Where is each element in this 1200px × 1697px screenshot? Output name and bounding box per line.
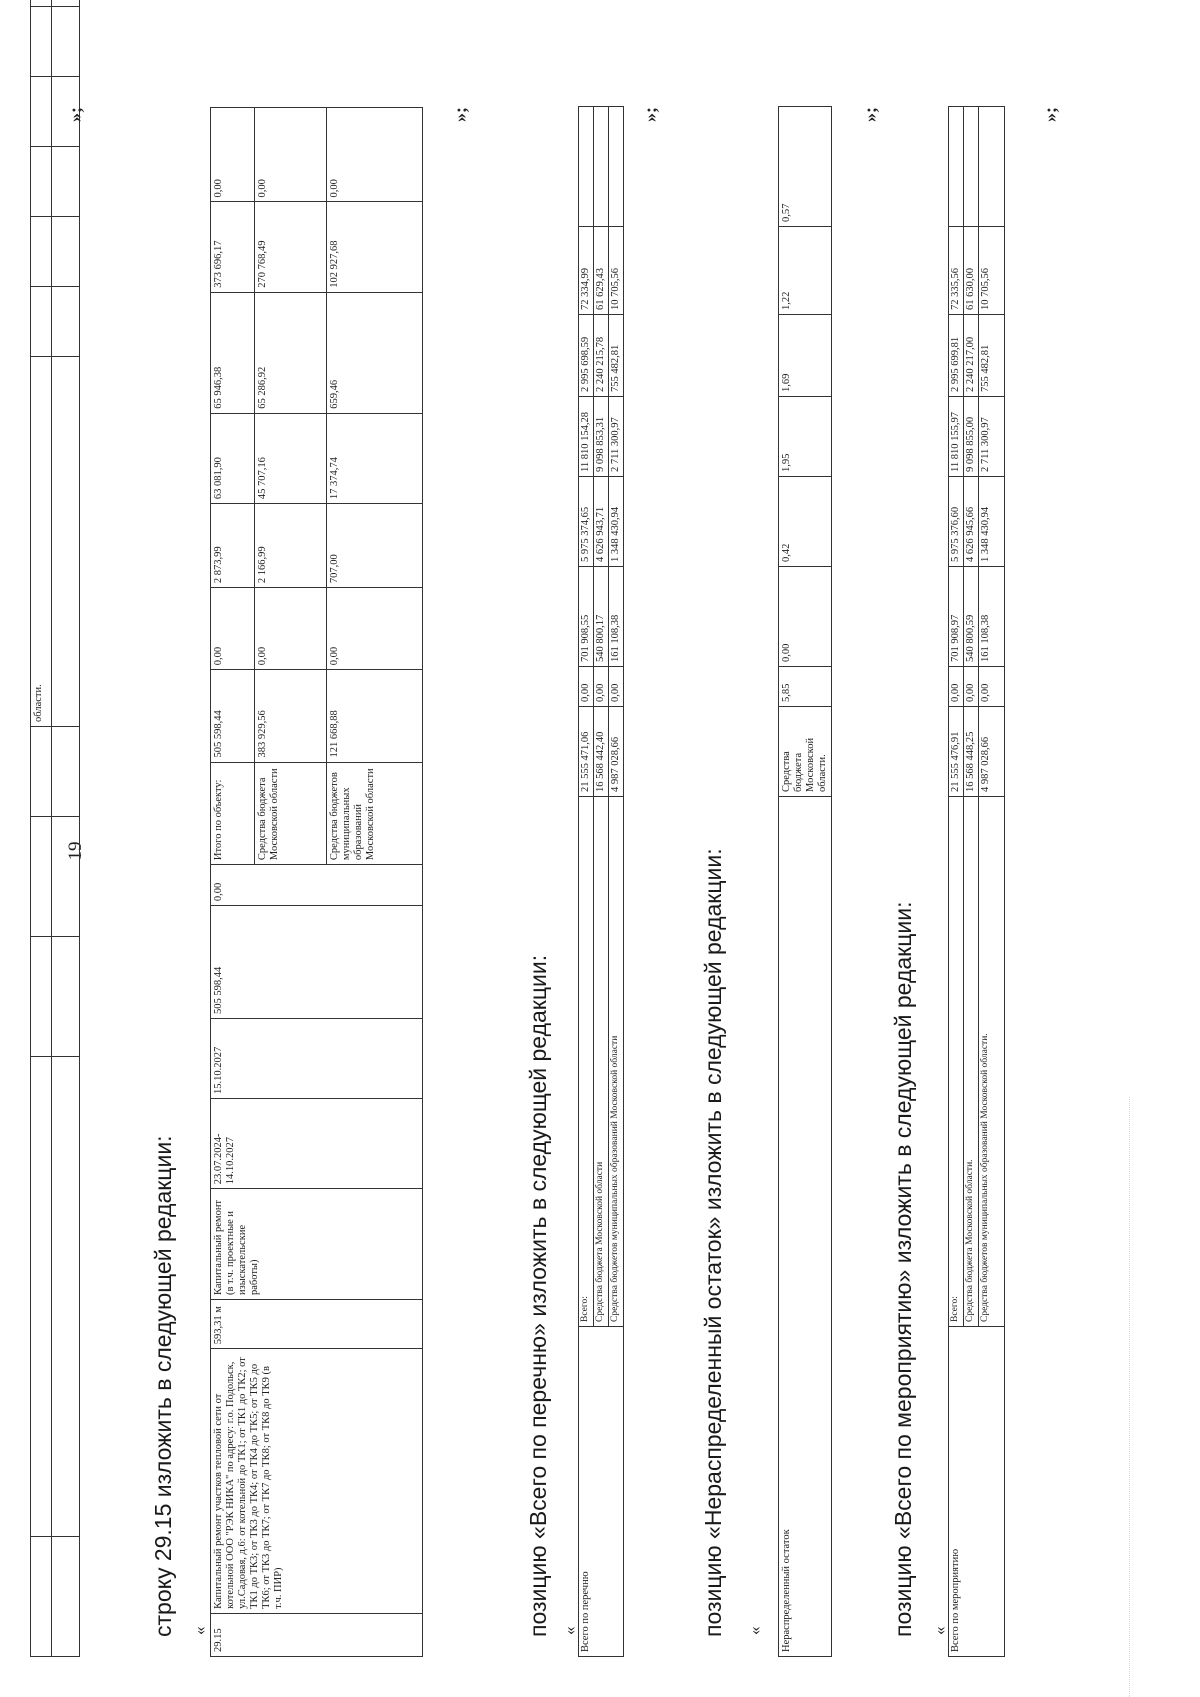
table-cell: [609, 107, 624, 227]
closing-quote: »;: [1040, 107, 1060, 122]
finance-source: Средства бюджета Московской области: [255, 762, 327, 865]
value-cell: 0,00: [211, 108, 255, 202]
value-cell: 0,00: [949, 667, 964, 707]
total-list-table: [578, 107, 624, 1657]
prev-finance: 0,00: [211, 865, 423, 906]
value-cell: 0,42: [779, 477, 832, 567]
value-cell: 1,69: [779, 315, 832, 397]
value-cell: 2 711 300,97: [979, 397, 1005, 477]
finance-source: Всего:: [949, 797, 964, 1327]
value-cell: 0,57: [779, 107, 832, 227]
value-cell: 383 929,56: [255, 670, 327, 762]
table-cell: [52, 7, 80, 77]
table-cell: [52, 937, 80, 1057]
table-cell: области.: [31, 357, 52, 727]
value-cell: 4 626 945,66: [964, 477, 979, 567]
value-cell: 0,00: [327, 588, 423, 670]
table-cell: [31, 77, 52, 147]
opening-quote: «: [560, 1626, 579, 1635]
value-cell: 63 081,90: [211, 413, 255, 503]
value-cell: 2 240 217,00: [964, 315, 979, 397]
value-cell: 11 810 155,97: [949, 397, 964, 477]
value-cell: 373 696,17: [211, 202, 255, 292]
value-cell: 16 568 442,40: [594, 707, 609, 797]
value-cell: 9 098 855,00: [964, 397, 979, 477]
value-cell: 0,00: [579, 667, 594, 707]
value-cell: 17 374,74: [327, 413, 423, 503]
value-cell: 61 629,43: [594, 227, 609, 315]
opening-quote: «: [930, 1626, 949, 1635]
value-cell: 45 707,16: [255, 413, 327, 503]
top-table-fragment: [30, 107, 80, 1657]
table-cell: [31, 217, 52, 287]
closing-quote: »;: [65, 107, 85, 122]
value-cell: 0,00: [255, 588, 327, 670]
table-cell: [52, 0, 80, 7]
finance-source: Всего:: [579, 797, 594, 1327]
value-cell: 10 705,56: [979, 227, 1005, 315]
finance-source: Средства бюджетов муниципальных образований Московской области: [327, 762, 423, 865]
value-cell: 72 335,56: [949, 227, 964, 315]
value-cell: 755 482,81: [609, 315, 624, 397]
section-heading: строку 29.15 изложить в следующей редакции:: [150, 1135, 176, 1637]
table-cell: [31, 147, 52, 217]
table-cell: [52, 1537, 80, 1657]
value-cell: 540 800,17: [594, 567, 609, 667]
value-cell: 61 630,00: [964, 227, 979, 315]
value-cell: 707,00: [327, 504, 423, 588]
section-heading: позицию «Нераспределенный остаток» изложить в следующей редакции:: [700, 848, 726, 1637]
closing-quote: »;: [450, 107, 470, 122]
value-cell: 2 995 699,81: [949, 315, 964, 397]
table-cell: [31, 937, 52, 1057]
table-cell: [52, 817, 80, 937]
row-label: Всего по мероприятию: [949, 1327, 1005, 1657]
finance-source: Средства бюджета Московской области: [594, 797, 609, 1327]
value-cell: 0,00: [594, 667, 609, 707]
value-cell: 2 873,99: [211, 504, 255, 588]
value-cell: 2 166,99: [255, 504, 327, 588]
object-name: Капитальный ремонт участков тепловой сети от котельной ООО "РЭК НИКА" по адресу: г.о. Подольск, ул.Садовая, д.6: от котельной до ТК1; от ТК1 до ТК2; от ТК1 до ТК3; от ТК3 до ТК4; от ТК4 до ТК5; от ТК5 до ТК6; от ТК3 до ТК7; от ТК7 до ТК8; от ТК8 до ТК9 (в т.ч. ПИР): [211, 1349, 423, 1614]
value-cell: 270 768,49: [255, 202, 327, 292]
value-cell: 5 975 376,60: [949, 477, 964, 567]
page-number: 19: [65, 841, 86, 861]
value-cell: 0,00: [979, 667, 1005, 707]
value-cell: 65 946,38: [211, 292, 255, 413]
row-label: Всего по перечню: [579, 1327, 624, 1657]
value-cell: 16 568 448,25: [964, 707, 979, 797]
opening-quote: «: [745, 1626, 764, 1635]
value-cell: 0,00: [255, 108, 327, 202]
work-period: 23.07.2024-14.10.2027: [211, 1098, 423, 1188]
table-cell: [949, 107, 964, 227]
value-cell: 72 334,99: [579, 227, 594, 315]
opening-quote: «: [190, 1626, 209, 1635]
value-cell: 102 927,68: [327, 202, 423, 292]
value-cell: 1,22: [779, 227, 832, 315]
value-cell: 9 098 853,31: [594, 397, 609, 477]
value-cell: 1 348 430,94: [979, 477, 1005, 567]
value-cell: 755 482,81: [979, 315, 1005, 397]
value-cell: 161 108,38: [979, 567, 1005, 667]
value-cell: 65 286,92: [255, 292, 327, 413]
unallocated-table: [778, 107, 832, 1657]
table-cell: [979, 107, 1005, 227]
table-cell: [52, 727, 80, 817]
completion-date: 15.10.2027: [211, 1018, 423, 1098]
value-cell: 5,85: [779, 667, 832, 707]
table-cell: [31, 1057, 52, 1537]
closing-quote: »;: [860, 107, 880, 122]
section-heading: позицию «Всего по мероприятию» изложить в следующей редакции:: [890, 901, 916, 1637]
value-cell: 161 108,38: [609, 567, 624, 667]
table-cell: [52, 147, 80, 217]
value-cell: 701 908,97: [949, 567, 964, 667]
finance-source: Средства бюджета Московской области.: [964, 797, 979, 1327]
work-type: Капитальный ремонт (в т.ч. проектные и изыскательские работы): [211, 1189, 423, 1300]
value-cell: 2 711 300,97: [609, 397, 624, 477]
value-cell: 4 987 028,66: [979, 707, 1005, 797]
finance-source: Средства бюджетов муниципальных образований Московской области: [609, 797, 624, 1327]
scan-artifact: [1121, 1097, 1130, 1697]
row-label: Нераспределенный остаток: [779, 797, 832, 1657]
value-cell: 0,00: [609, 667, 624, 707]
value-cell: 10 705,56: [609, 227, 624, 315]
value-cell: 701 908,55: [579, 567, 594, 667]
value-cell: 21 555 476,91: [949, 707, 964, 797]
object-length: 593,31 м: [211, 1300, 423, 1349]
table-cell: [52, 217, 80, 287]
value-cell: 121 668,88: [327, 670, 423, 762]
table-cell: [52, 1057, 80, 1537]
value-cell: 0,00: [211, 588, 255, 670]
closing-quote: »;: [640, 107, 660, 122]
value-cell: 4 626 943,71: [594, 477, 609, 567]
finance-source: Средства бюджетов муниципальных образований Московской области.: [979, 797, 1005, 1327]
value-cell: 5 975 374,65: [579, 477, 594, 567]
object-row-table: [210, 107, 423, 1657]
value-cell: 21 555 471,06: [579, 707, 594, 797]
value-cell: 0,00: [327, 108, 423, 202]
finance-source: Итого по объекту:: [211, 762, 255, 865]
value-cell: 1,95: [779, 397, 832, 477]
object-cost: 505 598,44: [211, 906, 423, 1019]
table-cell: [594, 107, 609, 227]
table-cell: [579, 107, 594, 227]
value-cell: 1 348 430,94: [609, 477, 624, 567]
table-cell: [31, 727, 52, 817]
table-cell: [52, 357, 80, 727]
section-heading: позицию «Всего по перечню» изложить в следующей редакции:: [525, 954, 551, 1637]
finance-source: Средства бюджета Московской области.: [779, 707, 832, 797]
table-cell: [52, 287, 80, 357]
value-cell: 4 987 028,66: [609, 707, 624, 797]
row-number: 29.15: [211, 1613, 423, 1656]
rotated-document-body: [0, 77, 1140, 1697]
table-cell: [31, 287, 52, 357]
table-cell: [31, 0, 52, 7]
value-cell: 659,46: [327, 292, 423, 413]
value-cell: 2 240 215,78: [594, 315, 609, 397]
value-cell: 540 800,59: [964, 567, 979, 667]
total-measure-table: [948, 107, 1005, 1657]
value-cell: 2 995 698,59: [579, 315, 594, 397]
value-cell: 11 810 154,28: [579, 397, 594, 477]
value-cell: 0,00: [964, 667, 979, 707]
table-cell: [31, 817, 52, 937]
value-cell: 0,00: [779, 567, 832, 667]
table-cell: [31, 1537, 52, 1657]
value-cell: 505 598,44: [211, 670, 255, 762]
table-cell: [31, 7, 52, 77]
table-cell: [964, 107, 979, 227]
